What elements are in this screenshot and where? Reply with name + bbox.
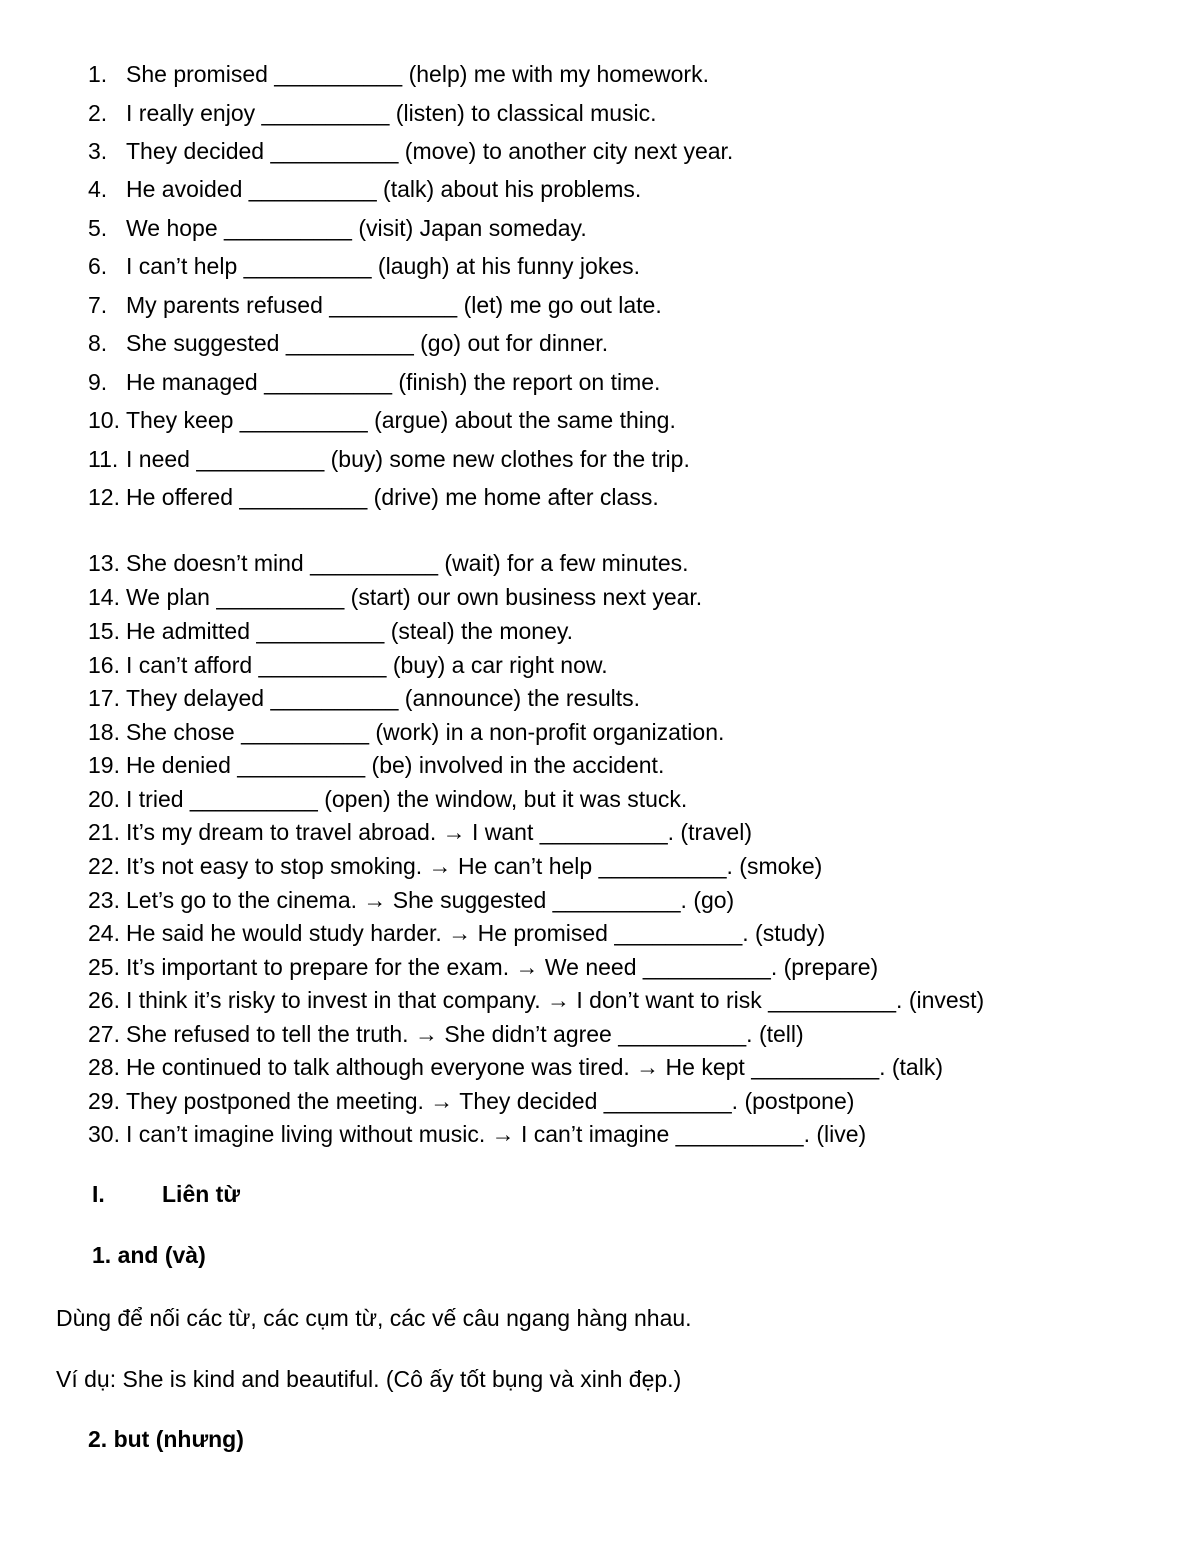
exercise-text: I can’t help __________ (laugh) at his funny jokes. — [126, 253, 641, 279]
exercise-text: It’s my dream to travel abroad. → I want __________. (travel) — [126, 819, 752, 845]
exercise-number: 9. — [88, 369, 108, 395]
exercise-number: 18. — [88, 719, 120, 745]
exercise-number: 22. — [88, 853, 120, 879]
section-title: Liên từ — [162, 1181, 240, 1207]
exercise-text: She suggested __________ (go) out for dinner. — [126, 330, 609, 356]
exercise-text: He offered __________ (drive) me home after class. — [126, 484, 659, 510]
exercise-item — [88, 291, 662, 319]
exercise-text: It’s not easy to stop smoking. → He can’t help __________. (smoke) — [126, 853, 823, 879]
exercise-item — [88, 583, 702, 611]
usage-paragraph: Dùng để nối các từ, các cụm từ, các vế câu ngang hàng nhau. — [56, 1305, 692, 1331]
exercise-text: Let’s go to the cinema. → She suggested __________. (go) — [126, 887, 735, 913]
exercise-item — [88, 886, 734, 914]
exercise-item — [88, 986, 984, 1014]
exercise-text: They postponed the meeting. → They decided __________. (postpone) — [126, 1088, 855, 1114]
exercise-text: They decided __________ (move) to another city next year. — [126, 138, 734, 164]
example-paragraph: Ví dụ: She is kind and beautiful. (Cô ấy tốt bụng và xinh đẹp.) — [56, 1366, 682, 1392]
exercise-item — [88, 99, 657, 127]
exercise-number: 30. — [88, 1121, 120, 1147]
exercise-item — [88, 718, 724, 746]
exercise-text: She chose __________ (work) in a non-profit organization. — [126, 719, 725, 745]
exercise-text: He said he would study harder. → He promised __________. (study) — [126, 920, 826, 946]
exercise-item — [88, 483, 659, 511]
subsection-heading-but: 2. but (nhưng) — [88, 1426, 244, 1452]
exercise-number: 21. — [88, 819, 120, 845]
exercise-number: 17. — [88, 685, 120, 711]
exercise-number: 11. — [88, 446, 119, 472]
exercise-number: 6. — [88, 253, 108, 279]
exercise-number: 4. — [88, 176, 108, 202]
exercise-text: I think it’s risky to invest in that company. → I don’t want to risk __________. (invest) — [126, 987, 985, 1013]
exercise-text: I can’t imagine living without music. → I can’t imagine __________. (live) — [126, 1121, 867, 1147]
exercise-text: I really enjoy __________ (listen) to classical music. — [126, 100, 657, 126]
exercise-text: He denied __________ (be) involved in the accident. — [126, 752, 665, 778]
exercise-number: 2. — [88, 100, 108, 126]
section-heading — [92, 1180, 240, 1208]
exercise-item — [88, 175, 641, 203]
exercise-number: 15. — [88, 618, 120, 644]
exercise-number: 14. — [88, 584, 120, 610]
exercise-number: 7. — [88, 292, 108, 318]
exercise-number: 5. — [88, 215, 108, 241]
exercise-number: 29. — [88, 1088, 120, 1114]
subsection-heading-and: 1. and (và) — [92, 1242, 206, 1268]
exercise-text: He managed __________ (finish) the report on time. — [126, 369, 661, 395]
exercise-number: 20. — [88, 786, 120, 812]
exercise-number: 25. — [88, 954, 120, 980]
exercise-number: 28. — [88, 1054, 120, 1080]
exercise-item — [88, 329, 608, 357]
exercise-text: She doesn’t mind __________ (wait) for a few minutes. — [126, 550, 689, 576]
exercise-item — [88, 953, 878, 981]
exercise-number: 24. — [88, 920, 120, 946]
exercise-item — [88, 549, 689, 577]
exercise-item — [88, 406, 676, 434]
exercise-number: 10. — [88, 407, 120, 433]
exercise-number: 23. — [88, 887, 120, 913]
exercise-text: We hope __________ (visit) Japan someday. — [126, 215, 587, 241]
exercise-text: I tried __________ (open) the window, but it was stuck. — [126, 786, 688, 812]
exercise-text: They delayed __________ (announce) the results. — [126, 685, 641, 711]
exercise-item — [88, 919, 825, 947]
exercise-item — [88, 1020, 804, 1048]
exercise-text: He admitted __________ (steal) the money. — [126, 618, 574, 644]
exercise-text: She refused to tell the truth. → She didn’t agree __________. (tell) — [126, 1021, 804, 1047]
exercise-text: I need __________ (buy) some new clothes for the trip. — [126, 446, 690, 472]
exercise-text: My parents refused __________ (let) me go out late. — [126, 292, 662, 318]
exercise-number: 26. — [88, 987, 120, 1013]
exercise-item — [88, 785, 687, 813]
exercise-number: 12. — [88, 484, 120, 510]
exercise-item — [88, 1120, 866, 1148]
exercise-item — [88, 1087, 854, 1115]
exercise-text: It’s important to prepare for the exam. → We need __________. (prepare) — [126, 954, 879, 980]
exercise-number: 3. — [88, 138, 108, 164]
exercise-text: He continued to talk although everyone was tired. → He kept __________. (talk) — [126, 1054, 943, 1080]
exercise-item — [88, 368, 660, 396]
exercise-number: 19. — [88, 752, 120, 778]
exercise-item — [88, 137, 733, 165]
exercise-item — [88, 445, 690, 473]
exercise-text: He avoided __________ (talk) about his problems. — [126, 176, 642, 202]
exercise-number: 8. — [88, 330, 108, 356]
exercise-item — [88, 852, 822, 880]
exercise-number: 27. — [88, 1021, 120, 1047]
exercise-number: 13. — [88, 550, 120, 576]
exercise-item — [88, 60, 709, 88]
exercise-text: I can’t afford __________ (buy) a car right now. — [126, 652, 608, 678]
exercise-item — [88, 214, 587, 242]
exercise-item — [88, 651, 608, 679]
exercise-number: 16. — [88, 652, 120, 678]
exercise-item — [88, 1053, 943, 1081]
exercise-text: She promised __________ (help) me with my homework. — [126, 61, 709, 87]
exercise-text: They keep __________ (argue) about the same thing. — [126, 407, 676, 433]
exercise-item — [88, 751, 664, 779]
exercise-item — [88, 684, 640, 712]
exercise-item — [88, 617, 573, 645]
exercise-text: We plan __________ (start) our own business next year. — [126, 584, 703, 610]
exercise-number: 1. — [88, 61, 108, 87]
section-roman-numeral: I. — [92, 1181, 105, 1207]
exercise-item — [88, 818, 752, 846]
exercise-item — [88, 252, 640, 280]
